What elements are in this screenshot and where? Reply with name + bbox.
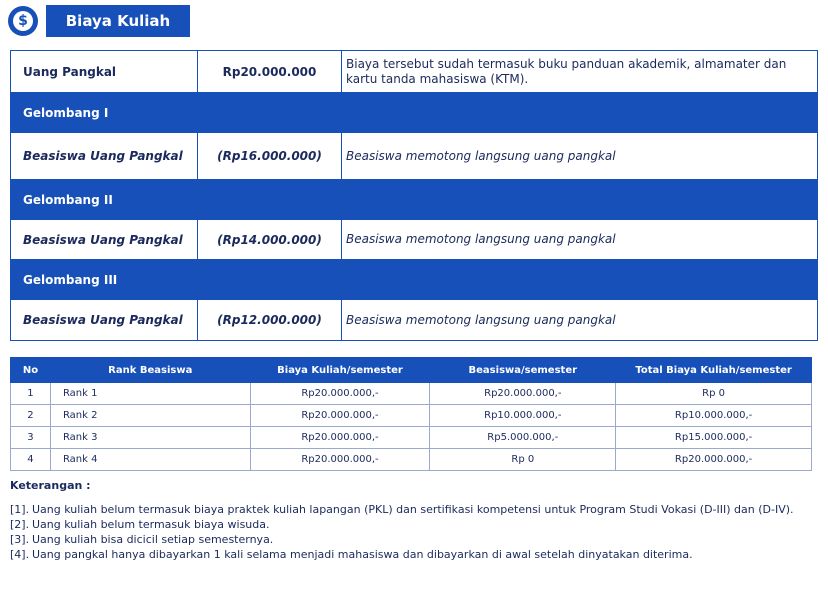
note-item: [3]. Uang kuliah bisa dicicil setiap semesternya. [10, 533, 274, 546]
notes-section [10, 478, 818, 562]
column-header: Beasiswa/semester [430, 358, 616, 383]
uang-pangkal-label: Uang Pangkal [23, 64, 117, 79]
beasiswa-note: Beasiswa memotong langsung uang pangkal [346, 148, 616, 163]
note-item: [2]. Uang kuliah belum termasuk biaya wisuda. [10, 518, 270, 531]
fee-table [10, 50, 818, 341]
beasiswa-amount: (Rp12.000.000) [197, 300, 342, 340]
section-title: Biaya Kuliah [46, 5, 190, 37]
uang-pangkal-row [11, 51, 817, 93]
gelombang-2-header: Gelombang II [11, 180, 817, 220]
note-item: [1]. Uang kuliah belum termasuk biaya praktek kuliah lapangan (PKL) dan sertifikasi kompetensi untuk Program Studi Vokasi (D-III) dan (D-IV). [10, 503, 794, 516]
beasiswa-label: Beasiswa Uang Pangkal [23, 313, 183, 327]
gelombang-1-header: Gelombang I [11, 93, 817, 133]
column-header: Total Biaya Kuliah/semester [616, 358, 812, 383]
uang-pangkal-amount: Rp20.000.000 [197, 51, 342, 92]
table-row: 3 Rank 3 Rp20.000.000,- Rp5.000.000,- Rp15.000.000,- [11, 427, 812, 449]
beasiswa-note: Beasiswa memotong langsung uang pangkal [346, 232, 616, 246]
gelombang-1-row [11, 133, 817, 180]
column-header: Rank Beasiswa [50, 358, 250, 383]
table-row: 4 Rank 4 Rp20.000.000,- Rp 0 Rp20.000.000,- [11, 449, 812, 471]
table-header [11, 358, 812, 383]
dollar-icon: $ [8, 6, 38, 36]
beasiswa-note: Beasiswa memotong langsung uang pangkal [346, 312, 616, 327]
table-row: 1 Rank 1 Rp20.000.000,- Rp20.000.000,- Rp 0 [11, 383, 812, 405]
rank-table [10, 357, 812, 471]
column-header: No [11, 358, 51, 383]
section-header [8, 5, 190, 37]
uang-pangkal-note: Biaya tersebut sudah termasuk buku panduan akademik, almamater dan kartu tanda mahasiswa (KTM). [346, 56, 787, 86]
notes-title: Keterangan : [10, 479, 91, 492]
beasiswa-label: Beasiswa Uang Pangkal [23, 149, 183, 163]
table-row: 2 Rank 2 Rp20.000.000,- Rp10.000.000,- Rp10.000.000,- [11, 405, 812, 427]
gelombang-2-row [11, 220, 817, 260]
beasiswa-label: Beasiswa Uang Pangkal [23, 232, 183, 247]
beasiswa-amount: (Rp16.000.000) [197, 133, 342, 179]
gelombang-3-header: Gelombang III [11, 260, 817, 300]
beasiswa-amount: (Rp14.000.000) [197, 220, 342, 259]
gelombang-3-row [11, 300, 817, 340]
note-item: [4]. Uang pangkal hanya dibayarkan 1 kali selama menjadi mahasiswa dan dibayarkan di awal setelah dinyatakan diterima. [10, 548, 693, 561]
column-header: Biaya Kuliah/semester [250, 358, 430, 383]
